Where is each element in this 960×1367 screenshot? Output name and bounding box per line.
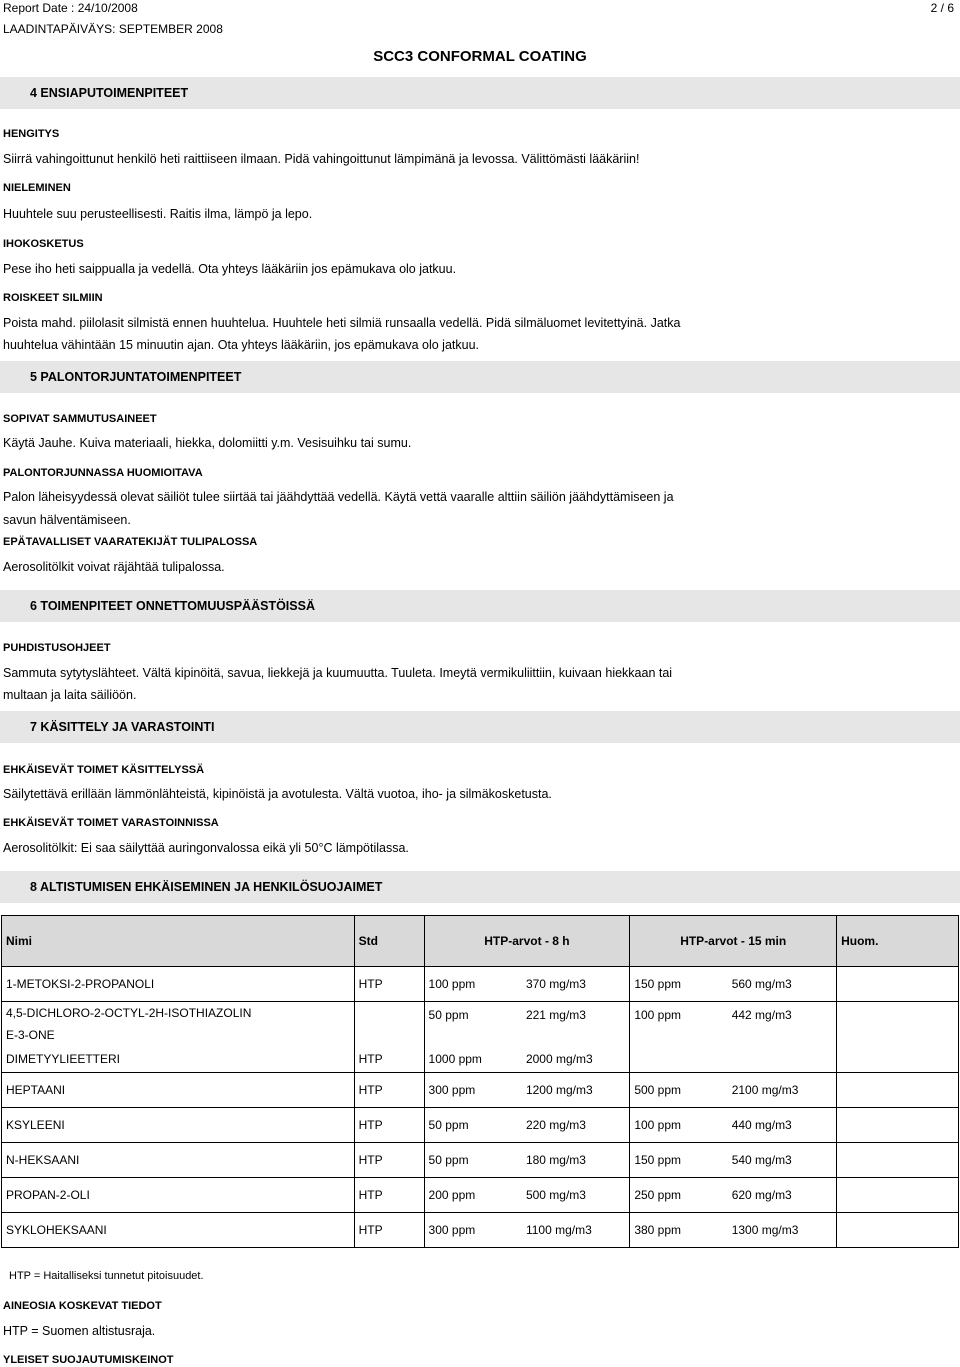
cell-mgm3-8h: 1200 mg/m3 [522,1073,630,1108]
cell-mgm3-8h: 500 mg/m3 [522,1178,630,1213]
cell-huom [837,1108,959,1143]
cell-ppm-15min: 150 ppm [630,967,728,1002]
cell-mgm3-8h: 220 mg/m3 [522,1108,630,1143]
cell-std: HTP [354,1046,424,1073]
text-palontorjunnassa-line2: savun hälventämiseen. [3,513,131,527]
cell-std: HTP [354,967,424,1002]
section-6-title: 6 TOIMENPITEET ONNETTOMUUSPÄÄSTÖISSÄ [30,599,315,613]
revision-date: LAADINTAPÄIVÄYS: SEPTEMBER 2008 [3,22,223,36]
section-6-header [0,590,960,622]
cell-ppm-8h: 200 ppm [424,1178,522,1213]
section-7-header [0,711,960,743]
text-ihokosketus: Pese iho heti saippualla ja vedellä. Ota yhteys lääkäriin jos epämukava olo jatkuu. [3,262,457,276]
document-title: SCC3 CONFORMAL COATING [373,48,587,65]
table-footnote: HTP = Haitalliseksi tunnetut pitoisuudet. [9,1270,204,1282]
cell-ppm-15min: 250 ppm [630,1178,728,1213]
cell-name: N-HEKSAANI [2,1143,355,1178]
section-5-title: 5 PALONTORJUNTATOIMENPITEET [30,370,242,384]
cell-ppm-15min: 100 ppm [630,1002,728,1046]
cell-name: KSYLEENI [2,1108,355,1143]
text-puhdistusohjeet-line2: multaan ja laita säiliöön. [3,688,137,702]
cell-std: HTP [354,1213,424,1248]
heading-kasittely: EHKÄISEVÄT TOIMET KÄSITTELYSSÄ [3,764,205,776]
cell-mgm3-15min: 1300 mg/m3 [728,1213,837,1248]
cell-std: HTP [354,1143,424,1178]
cell-mgm3-15min: 442 mg/m3 [728,1002,837,1046]
table-row [2,967,959,1002]
table-row [2,1073,959,1108]
cell-huom [837,967,959,1002]
cell-name-line1: 4,5-DICHLORO-2-OCTYL-2H-ISOTHIAZOLIN [6,1005,252,1020]
cell-mgm3-8h: 370 mg/m3 [522,967,630,1002]
section-7-title: 7 KÄSITTELY JA VARASTOINTI [30,720,215,734]
report-date: Report Date : 24/10/2008 [3,1,138,15]
cell-huom [837,1002,959,1046]
cell-mgm3-15min: 2100 mg/m3 [728,1073,837,1108]
section-8-title: 8 ALTISTUMISEN EHKÄISEMINEN JA HENKILÖSUOJAIMET [30,880,383,894]
heading-hengitys: HENGITYS [3,128,60,140]
cell-ppm-8h: 300 ppm [424,1213,522,1248]
cell-ppm-15min [630,1046,728,1073]
cell-ppm-8h: 1000 ppm [424,1046,522,1073]
cell-ppm-15min: 380 ppm [630,1213,728,1248]
heading-sopivat-sammutusaineet: SOPIVAT SAMMUTUSAINEET [3,413,157,425]
heading-nieleminen: NIELEMINEN [3,182,71,194]
table-row [2,1143,959,1178]
col-header-huom: Huom. [837,916,959,967]
cell-name [2,1002,355,1046]
cell-name-line2: E-3-ONE [6,1027,55,1042]
cell-std: HTP [354,1108,424,1143]
col-header-nimi: Nimi [2,916,355,967]
cell-huom [837,1213,959,1248]
section-8-header [0,871,960,903]
cell-ppm-8h: 300 ppm [424,1073,522,1108]
cell-ppm-15min: 100 ppm [630,1108,728,1143]
table-header-row [2,916,959,967]
heading-palontorjunnassa: PALONTORJUNNASSA HUOMIOITAVA [3,467,203,479]
cell-mgm3-15min [728,1046,837,1073]
text-nieleminen: Huuhtele suu perusteellisesti. Raitis ilma, lämpö ja lepo. [3,207,313,221]
text-sopivat-sammutusaineet: Käytä Jauhe. Kuiva materiaali, hiekka, dolomiitti y.m. Vesisuihku tai sumu. [3,436,412,450]
cell-name: DIMETYYLIEETTERI [2,1046,355,1073]
text-roiskeet-line1: Poista mahd. piilolasit silmistä ennen huuhtelua. Huuhtele heti silmiä runsaalla vedellä. Pidä silmäluomet levitettyinä. Jatka [3,316,681,330]
section-5-header [0,361,960,393]
heading-roiskeet-silmiin: ROISKEET SILMIIN [3,292,103,304]
cell-name: HEPTAANI [2,1073,355,1108]
cell-std [354,1002,424,1046]
text-aineosia-koskevat-tiedot: HTP = Suomen altistusraja. [3,1324,156,1338]
cell-mgm3-8h: 221 mg/m3 [522,1002,630,1046]
heading-aineosia-koskevat-tiedot: AINEOSIA KOSKEVAT TIEDOT [3,1300,162,1312]
cell-huom [837,1178,959,1213]
heading-ihokosketus: IHOKOSKETUS [3,238,84,250]
cell-ppm-8h: 100 ppm [424,967,522,1002]
cell-ppm-15min: 150 ppm [630,1143,728,1178]
cell-ppm-15min: 500 ppm [630,1073,728,1108]
cell-name: 1-METOKSI-2-PROPANOLI [2,967,355,1002]
section-4-header [0,77,960,109]
section-4-title: 4 ENSIAPUTOIMENPITEET [30,86,189,100]
cell-huom [837,1073,959,1108]
col-header-htp-8h: HTP-arvot - 8 h [424,916,630,967]
cell-ppm-8h: 50 ppm [424,1002,522,1046]
cell-ppm-8h: 50 ppm [424,1108,522,1143]
text-roiskeet-line2: huuhtelua vähintään 15 minuutin ajan. Ota yhteys lääkäriin, jos epämukava olo jatkuu. [3,338,479,352]
heading-epatavalliset-vaaratekijat: EPÄTAVALLISET VAARATEKIJÄT TULIPALOSSA [3,536,258,548]
cell-mgm3-15min: 440 mg/m3 [728,1108,837,1143]
cell-mgm3-15min: 620 mg/m3 [728,1178,837,1213]
cell-mgm3-8h: 1100 mg/m3 [522,1213,630,1248]
cell-ppm-8h: 50 ppm [424,1143,522,1178]
heading-puhdistusohjeet: PUHDISTUSOHJEET [3,642,111,654]
cell-name: PROPAN-2-OLI [2,1178,355,1213]
text-puhdistusohjeet-line1: Sammuta sytytyslähteet. Vältä kipinöitä, savua, liekkejä ja kuumuutta. Tuuleta. Imeytä vermikuliittiin, kuivaan hiekkaan tai [3,666,673,680]
heading-yleiset-suojautumiskeinot: YLEISET SUOJAUTUMISKEINOT [3,1354,174,1366]
exposure-limits-table [1,915,959,1248]
cell-mgm3-8h: 180 mg/m3 [522,1143,630,1178]
text-palontorjunnassa-line1: Palon läheisyydessä olevat säiliöt tulee siirtää tai jäähdyttää vedellä. Käytä vettä vaaralle alttiin säiliön jäähdyttämiseen ja [3,490,674,504]
cell-mgm3-8h: 2000 mg/m3 [522,1046,630,1073]
table-row [2,1178,959,1213]
cell-std: HTP [354,1178,424,1213]
table-row [2,1046,959,1073]
table-row [2,1213,959,1248]
heading-varastointi: EHKÄISEVÄT TOIMET VARASTOINNISSA [3,817,219,829]
cell-huom [837,1143,959,1178]
cell-std: HTP [354,1073,424,1108]
page-number: 2 / 6 [930,1,954,15]
col-header-htp-15min: HTP-arvot - 15 min [630,916,837,967]
text-epatavalliset-vaaratekijat: Aerosolitölkit voivat räjähtää tulipalossa. [3,560,225,574]
cell-huom [837,1046,959,1073]
cell-mgm3-15min: 540 mg/m3 [728,1143,837,1178]
cell-mgm3-15min: 560 mg/m3 [728,967,837,1002]
text-kasittely: Säilytettävä erillään lämmönlähteistä, kipinöistä ja avotulesta. Vältä vuotoa, iho- ja silmäkosketusta. [3,787,552,801]
cell-name: SYKLOHEKSAANI [2,1213,355,1248]
table-row [2,1002,959,1046]
text-varastointi: Aerosolitölkit: Ei saa säilyttää auringonvalossa eikä yli 50°C lämpötilassa. [3,841,409,855]
text-hengitys: Siirrä vahingoittunut henkilö heti raittiiseen ilmaan. Pidä vahingoittunut lämpimänä ja levossa. Välittömästi lääkäriin! [3,152,640,166]
col-header-std: Std [354,916,424,967]
table-row [2,1108,959,1143]
